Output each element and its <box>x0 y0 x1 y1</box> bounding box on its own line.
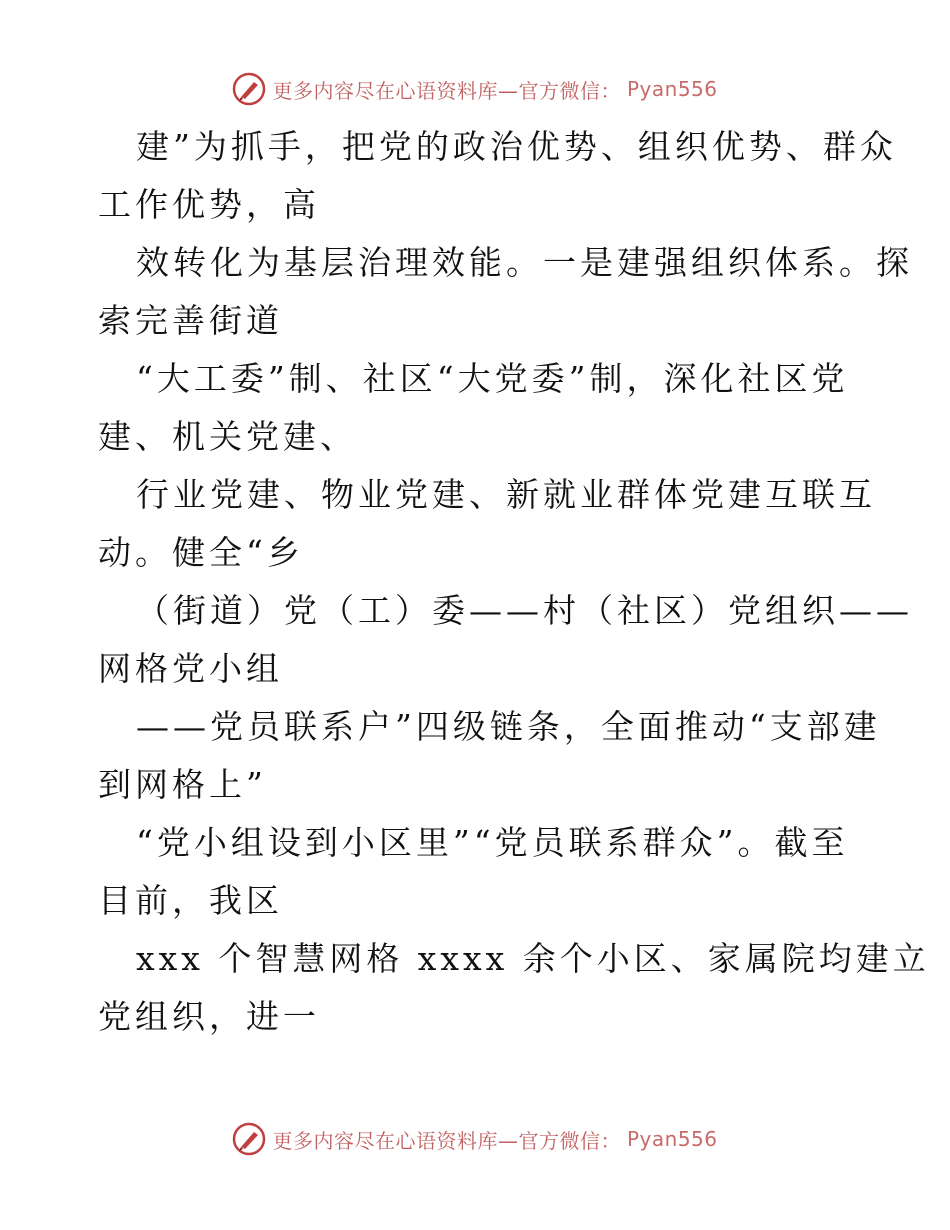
line-text: 目前，我区 <box>98 881 283 920</box>
paragraph-5 <box>98 582 913 698</box>
line-text: 工作优势，高 <box>98 185 320 224</box>
paragraph-8 <box>98 930 930 1046</box>
paragraph-1 <box>98 118 897 234</box>
line-text: 建、机关党建、 <box>98 417 357 456</box>
line-text: ——党员联系户”四级链条，全面推动“支部建 <box>136 707 881 746</box>
paragraph-6 <box>98 698 881 814</box>
line-text: 效转化为基层治理效能。一是建强组织体系。探 <box>136 243 913 282</box>
line-text: 行业党建、物业党建、新就业群体党建互联互 <box>136 475 876 514</box>
paragraph-7 <box>98 814 858 930</box>
watermark-id: Pyan556 <box>626 1127 718 1151</box>
watermark-id: Pyan556 <box>626 77 718 101</box>
paragraph-4 <box>98 466 876 582</box>
paragraph-2 <box>98 234 913 350</box>
pen-logo-icon <box>232 1122 266 1156</box>
document-body <box>98 118 930 1046</box>
line-text: 网格党小组 <box>98 649 283 688</box>
line-text: 动。健全“乡 <box>98 533 304 572</box>
line-text: xxx 个智慧网格 xxxx 余个小区、家属院均建立 <box>136 939 930 978</box>
watermark-text: 更多内容尽在心语资料库—官方微信： <box>272 78 621 103</box>
footer-watermark <box>0 1122 950 1156</box>
paragraph-3 <box>98 350 858 466</box>
watermark-text: 更多内容尽在心语资料库—官方微信： <box>272 1128 621 1153</box>
line-text: （街道）党（工）委——村（社区）党组织—— <box>136 591 913 630</box>
line-text: “大工委”制、社区“大党委”制，深化社区党 <box>136 359 849 398</box>
line-text: 到网格上” <box>98 765 267 804</box>
line-text: 党组织，进一 <box>98 997 320 1036</box>
line-text: 索完善街道 <box>98 301 283 340</box>
line-text: 建”为抓手，把党的政治优势、组织优势、群众 <box>136 127 897 166</box>
pen-logo-icon <box>232 72 266 106</box>
line-text: “党小组设到小区里”“党员联系群众”。截至 <box>136 823 849 862</box>
header-watermark <box>0 72 950 106</box>
